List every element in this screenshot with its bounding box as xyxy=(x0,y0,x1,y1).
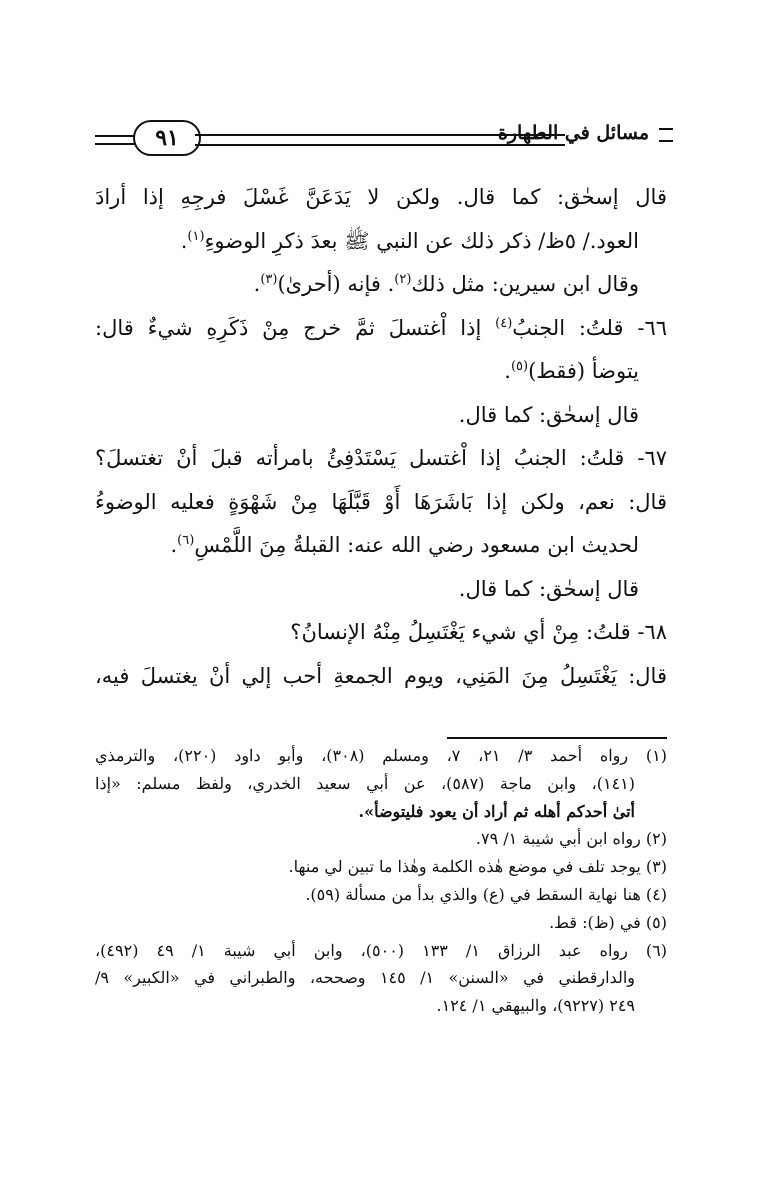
text-line: لحديث ابن مسعود رضي الله عنه: القبلةُ مِنَ اللَّمْسِ$^{(٦)}$. xyxy=(170,533,639,557)
text-line: ٦٦- قلتُ: الجنبُ$^{(٤)}$ إذا اْغتسلَ ثمَّ خرج مِنْ ذَكَرِهِ شيءٌ قال: xyxy=(95,315,667,340)
footnote-line: ٢٤٩ (٩٢٢٧)، والبيهقي ١/ ١٢٤. xyxy=(436,996,635,1016)
footnote-divider xyxy=(447,737,667,739)
footnotes xyxy=(95,742,667,1020)
footnote-ref: (٥) xyxy=(510,359,529,374)
text-line: قال إسحٰق: كما قال. xyxy=(458,576,639,601)
page-number: ٩١ xyxy=(155,125,179,151)
footnote-ref: (١) xyxy=(187,228,205,244)
footnote-line: (٦) رواه عبد الرزاق ١/ ١٣٣ (٥٠٠)، وابن أبي شيبة ١/ ٤٩ (٤٩٢)، xyxy=(95,940,667,960)
text-line: يتوضأ (فقط)$^{(٥)}$. xyxy=(504,359,639,383)
page-header xyxy=(95,118,665,158)
footnote-line: (١٤١)، وابن ماجة (٥٨٧)، عن أبي سعيد الخدري، ولفظ مسلم: «إذا xyxy=(95,773,635,793)
text-line: ٦٨- قلتُ: مِنْ أي شيء يَغْتَسِلُ مِنْهُ الإنسانُ؟ xyxy=(290,620,667,644)
text-line: قال: نعم، ولكن إذا بَاشَرَهَا أَوْ قَبَّلَهَا مِنْ شَهْوَةٍ فعليه الوضوءُ xyxy=(95,489,667,514)
footnote-line: (٥) في (ظ): قط. xyxy=(549,912,667,932)
text-line: العود./ ٥ظ/ ذكر ذلك عن النبي ﷺ بعدَ ذكرِ الوضوءِ$^{(١)}$. xyxy=(180,228,639,253)
page-number-badge xyxy=(133,120,201,156)
text-line: قال إسحٰق: كما قال. xyxy=(458,402,639,427)
text-line: قال إسحٰق: كما قال. ولكن لا يَدَعَنَّ غَسْلَ فرجِهِ إذا أرادَ xyxy=(95,185,667,209)
footnote-line: (٤) هنا نهاية السقط في (ع) والذي بدأ من مسألة (٥٩). xyxy=(305,884,667,904)
footnote-line: (٣) يوجد تلف في موضع هٰذه الكلمة وهٰذا ما تبين لي منها. xyxy=(288,857,667,877)
footnote-ref: (٦) xyxy=(177,533,195,548)
text-line: وقال ابن سيرين: مثل ذلك$^{(٢)}$. فإنه (أحرىٰ)$^{(٣)}$. xyxy=(253,272,639,296)
footnote-line: (٢) رواه ابن أبي شيبة ١/ ٧٩. xyxy=(475,829,667,849)
footnote-line: (١) رواه أحمد ٣/ ٢١، ٧، ومسلم (٣٠٨)، وأبو داود (٢٢٠)، والترمذي xyxy=(95,746,667,765)
footnote-ref: (٢) xyxy=(394,272,412,287)
main-text xyxy=(95,176,667,698)
book-title: مسائل في الطهارة xyxy=(497,122,649,144)
text-line: ٦٧- قلتُ: الجنبُ إذا اْغتسل يَسْتَدْفِئُ بامرأته قبلَ أنْ تغتسلَ؟ xyxy=(95,446,667,470)
footnote-ref: (٣) xyxy=(260,272,278,287)
footnote-line: أتىٰ أحدكم أهله ثم أراد أن يعود فليتوضأ». xyxy=(358,801,635,821)
footnote-ref: (٤) xyxy=(495,315,513,331)
header-mark xyxy=(659,128,673,142)
text-line: قال: يَغْتَسِلُ مِنَ المَنِي، ويوم الجمعةِ أحب إلي أنْ يغتسلَ فيه، xyxy=(95,663,667,688)
footnote-line: والدارقطني في «السنن» ١/ ١٤٥ وصححه، والطبراني في «الكبير» ٩/ xyxy=(95,968,636,988)
header-rule-left xyxy=(95,135,135,145)
